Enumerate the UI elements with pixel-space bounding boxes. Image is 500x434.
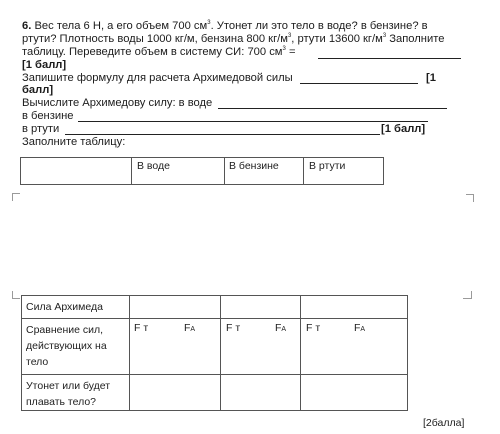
answer-line-petrol[interactable] — [78, 121, 428, 122]
formula-prompt: Запишите формулу для расчета Архимедовой силы — [22, 72, 293, 84]
answer-line-formula[interactable] — [300, 83, 418, 84]
task-text: Вес тела 6 Н, а его объем 700 см — [34, 20, 208, 32]
page-corner-mark — [12, 193, 20, 201]
gravity-force-label: F т — [306, 322, 321, 334]
superscript: 3 — [382, 33, 387, 39]
force-subscript: A — [190, 326, 196, 333]
points-label: балл] — [22, 84, 54, 96]
task-line-2 — [22, 33, 444, 46]
answer-line-si[interactable] — [318, 58, 461, 59]
mercury-label: в ртути — [22, 123, 60, 135]
task-text: ртути? Плотность воды 1000 кг/м, бензина 800 кг/м — [22, 33, 288, 45]
archimedes-force-label — [275, 320, 286, 338]
superscript: 3 — [207, 20, 211, 26]
superscript: 3 — [282, 46, 286, 52]
task-text: Заполните — [386, 33, 445, 45]
page-corner-mark — [463, 291, 472, 299]
task-text: , ртути 13600 кг/м — [291, 33, 383, 45]
answer-line-water[interactable] — [218, 108, 447, 109]
task-text: таблицу. Переведите объем в систему СИ: 700 см — [22, 46, 283, 58]
task-text: = — [285, 46, 296, 58]
row-compare-label: Сравнение сил, действующих на тело — [26, 324, 107, 368]
compute-prompt: Вычислите Архимедову силу: в воде — [22, 97, 213, 109]
force-letter: F — [184, 322, 191, 334]
answer-line-mercury[interactable] — [65, 134, 380, 135]
petrol-label: в бензине — [22, 110, 74, 122]
header-petrol: В бензине — [229, 160, 279, 172]
task-line-1 — [22, 20, 428, 33]
archimedes-force-label — [184, 320, 195, 338]
points-label: [1 балл] — [22, 59, 67, 71]
page-corner-mark — [466, 194, 474, 202]
final-points-label: [2балла] — [423, 417, 465, 429]
force-letter: F — [354, 322, 361, 334]
points-label: [1 — [426, 72, 436, 84]
task-text: . Утонет ли это тело в воде? в бензине? в — [210, 20, 428, 32]
archimedes-force-label — [354, 320, 365, 338]
row-sink-label: Утонет или будет плавать тело? — [26, 380, 111, 408]
points-label: [1 балл] — [381, 123, 426, 135]
force-subscript: A — [281, 326, 287, 333]
fill-table-prompt: Заполните таблицу: — [22, 136, 126, 148]
task-line-3 — [22, 46, 296, 59]
header-water: В воде — [137, 160, 170, 172]
page-corner-mark — [12, 291, 20, 299]
header-mercury: В ртути — [309, 160, 346, 172]
force-letter: F — [275, 322, 282, 334]
gravity-force-label: F т — [134, 322, 149, 334]
force-subscript: A — [360, 326, 366, 333]
task-number: 6. — [22, 20, 32, 32]
superscript: 3 — [287, 33, 292, 39]
row-archimedes-label: Сила Архимеда — [26, 301, 103, 313]
gravity-force-label: F т — [226, 322, 241, 334]
